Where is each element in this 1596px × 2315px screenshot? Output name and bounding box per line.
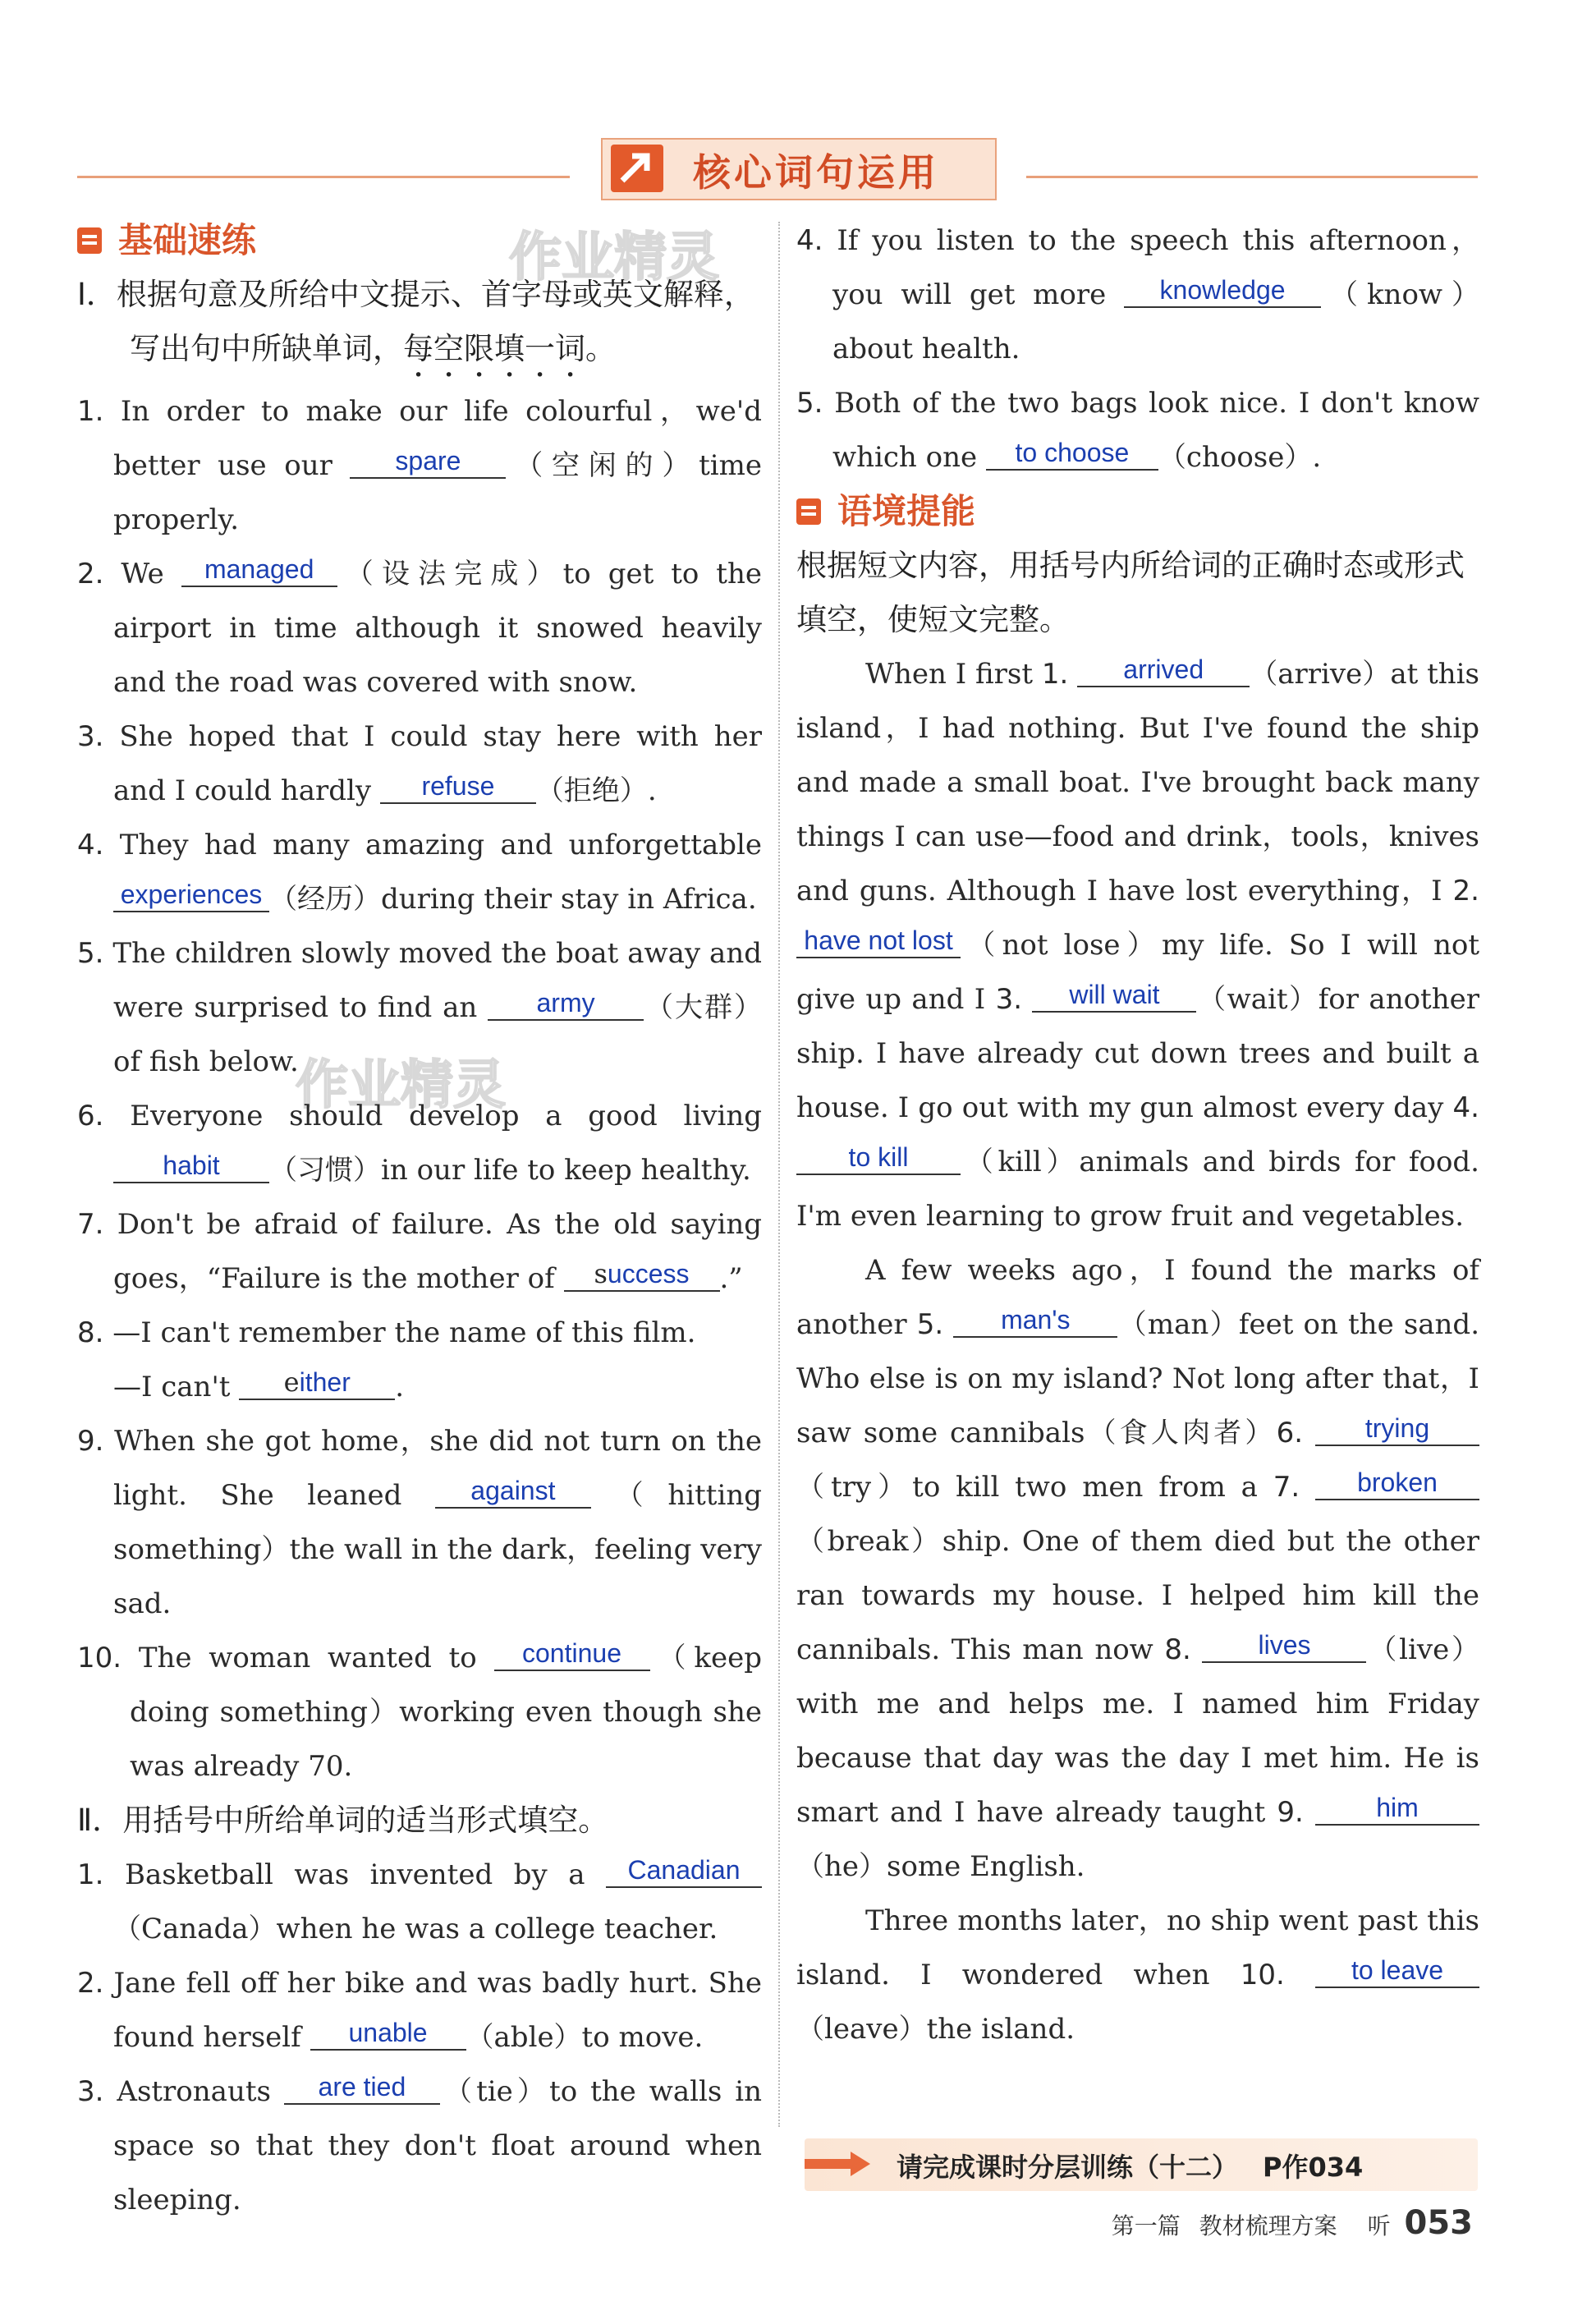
part1-instruction: Ⅰ．根据句意及所给中文提示、首字母或英文解释，写出句中所缺单词，每空限填一词。 bbox=[77, 277, 754, 366]
section-heading-context: 语境提能 bbox=[796, 485, 1479, 539]
list-item: 2. We managed （设法完成）to get to the airport in time although it snowed heavily and the road was covered with snow. bbox=[77, 554, 762, 699]
page-title: 核心词句运用 bbox=[693, 150, 939, 195]
list-item: 7. Don't be afraid of failure. As the old saying goes，“Failure is the mother of success .” bbox=[77, 1208, 762, 1295]
answer-blank[interactable]: experiences bbox=[113, 878, 269, 912]
list-item: 1. In order to make our life colourful，we'd better use our spare （空闲的）time properly. bbox=[77, 395, 763, 536]
answer-blank[interactable]: trying bbox=[1315, 1412, 1479, 1446]
answer-blank[interactable]: army bbox=[488, 986, 644, 1021]
watermark: 作业精灵 bbox=[509, 227, 719, 288]
answer-blank[interactable]: against bbox=[435, 1474, 591, 1509]
arrow-icon bbox=[611, 145, 663, 192]
passage-paragraph: Three months later，no ship went past this island. I wondered when 10. to leave（leave）the island. bbox=[796, 1904, 1479, 2046]
answer-blank[interactable]: success bbox=[564, 1257, 720, 1292]
list-item: 4. They had many amazing and unforgettable experiences （经历）during their stay in Africa. bbox=[77, 829, 762, 916]
list-item: 1. Basketball was invented by a Canadian（Canada）when he was a college teacher. bbox=[77, 1848, 762, 1956]
header-rule-right bbox=[1026, 176, 1478, 178]
answer-blank[interactable]: spare bbox=[350, 444, 506, 479]
list-item: 8. —I can't remember the name of this film. —I can't either . bbox=[77, 1316, 696, 1403]
list-item: 5. Both of the two bags look nice. I don't know which one to choose （choose）. bbox=[796, 387, 1479, 474]
list-item: 2. Jane fell off her bike and was badly hurt. She found herself unable （able）to move. bbox=[77, 1967, 762, 2054]
answer-blank[interactable]: have not lost bbox=[796, 924, 961, 958]
left-column bbox=[77, 214, 762, 2227]
answer-blank[interactable]: him bbox=[1315, 1791, 1479, 1826]
section-header bbox=[0, 123, 1596, 214]
answer-blank[interactable]: to choose bbox=[986, 436, 1158, 471]
answer-blank[interactable]: habit bbox=[113, 1149, 269, 1183]
column-divider bbox=[778, 222, 780, 2127]
passage-paragraph: A few weeks ago，I found the marks of another 5. man's （man）feet on the sand. Who else is on my island? Not long after that，I saw some cannibals（食人肉者）6. trying（try）to kill two men from a 7. broken（break）ship. One of them died but the other ran towards my house. I helped him kill the cannibals. This man now 8. lives （live）with me and helps me. I named him Friday because that day was the day I met him. He is smart and I have already taught 9. him（he）some English. bbox=[796, 1254, 1480, 1883]
answer-blank[interactable]: continue bbox=[494, 1637, 650, 1671]
right-column bbox=[796, 214, 1479, 2056]
part2-instruction: Ⅱ．用括号中所给单词的适当形式填空。 bbox=[77, 1803, 609, 1838]
header-banner bbox=[601, 138, 997, 200]
page-number: 053 bbox=[1404, 2204, 1473, 2242]
answer-blank[interactable]: broken bbox=[1315, 1466, 1479, 1500]
list-item: 3. She hoped that I could stay here with her and I could hardly refuse （拒绝）. bbox=[77, 720, 763, 807]
answer-blank[interactable]: arrived bbox=[1077, 653, 1250, 687]
watermark: 作业精灵 bbox=[296, 1055, 506, 1116]
answer-blank[interactable]: Canadian bbox=[606, 1853, 762, 1888]
answer-blank[interactable]: unable bbox=[310, 2016, 466, 2051]
practice-reminder-banner bbox=[805, 2138, 1478, 2191]
passage-paragraph: When I first 1. arrived （arrive）at this island，I had nothing. But I've found the ship and made a small boat. I've brought back many things I can use—food and drink，tools，knives and guns. Although I have lost everything，I 2. have not lost （not lose）my life. So I will not give up and I 3. will wait （wait）for another ship. I have already cut down trees and built a house. I go out with my gun almost every day 4. to kill （kill）animals and birds for food. I'm even learning to grow fruit and vegetables. bbox=[796, 655, 1480, 1233]
header-rule-left bbox=[77, 176, 570, 178]
answer-blank[interactable]: will wait bbox=[1032, 978, 1196, 1013]
answer-blank[interactable]: knowledge bbox=[1124, 273, 1321, 308]
book-icon bbox=[77, 227, 102, 254]
answer-blank[interactable]: refuse bbox=[380, 769, 536, 804]
answer-blank[interactable]: to kill bbox=[796, 1141, 961, 1175]
list-item: 6. Everyone should develop a good living habit （习惯）in our life to keep healthy. bbox=[77, 1100, 763, 1187]
list-item: 4. If you listen to the speech this afternoon，you will get more knowledge （know）about health. bbox=[796, 224, 1480, 365]
answer-blank[interactable]: managed bbox=[181, 553, 337, 587]
page-footer bbox=[1112, 2204, 1473, 2242]
answer-blank[interactable]: either bbox=[239, 1366, 395, 1400]
list-item: 3. Astronauts are tied （tie）to the walls in space so that they don't float around when sleeping. bbox=[77, 2072, 762, 2216]
reminder-text: 请完成课时分层训练（十二） bbox=[897, 2152, 1239, 2183]
section-heading-basic: 基础速练 bbox=[77, 214, 762, 268]
list-item: 5. The children slowly moved the boat away and were surprised to find an army （大群）of fish below. bbox=[77, 937, 762, 1078]
book-part: 第一篇 bbox=[1111, 2212, 1181, 2239]
list-item: 9. When she got home，she did not turn on the light. She leaned against （hitting something）the wall in the dark，feeling very sad. bbox=[77, 1425, 763, 1620]
passage-instruction: 根据短文内容，用括号内所给词的正确时态或形式填空，使短文完整。 bbox=[796, 548, 1465, 637]
page-reference: P作034 bbox=[1263, 2152, 1364, 2183]
listen-label: 听 bbox=[1367, 2212, 1391, 2239]
arrow-right-icon bbox=[805, 2152, 870, 2176]
book-icon bbox=[796, 498, 821, 525]
list-item: 10. The woman wanted to continue （keep doing something）working even though she was already 70. bbox=[77, 1638, 763, 1783]
answer-blank[interactable]: man's bbox=[953, 1303, 1117, 1338]
answer-blank[interactable]: are tied bbox=[284, 2070, 440, 2105]
answer-blank[interactable]: lives bbox=[1202, 1628, 1366, 1663]
answer-blank[interactable]: to leave bbox=[1315, 1954, 1479, 1988]
book-section: 教材梳理方案 bbox=[1199, 2212, 1337, 2239]
